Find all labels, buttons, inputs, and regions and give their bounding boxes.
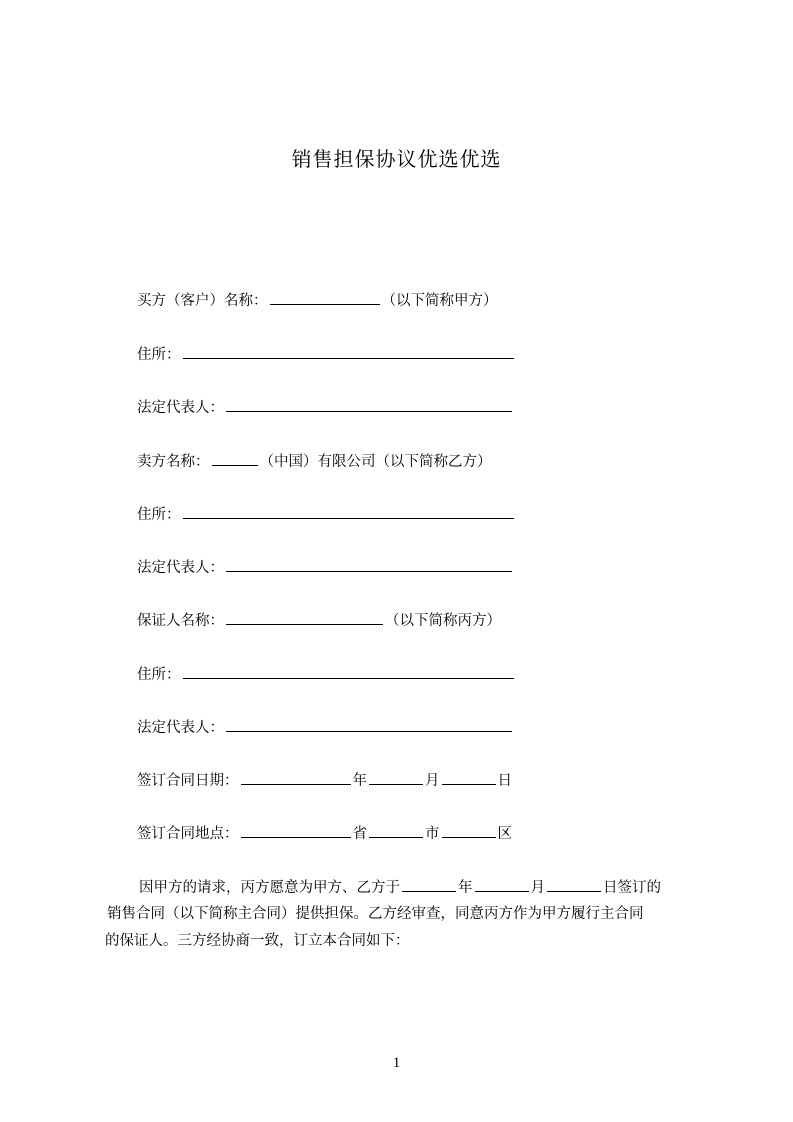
buyer-address-line bbox=[137, 344, 516, 364]
field-suffix: （中国）有限公司（以下简称乙方） bbox=[259, 454, 492, 470]
field-label: 保证人名称： bbox=[137, 613, 224, 629]
blank-field bbox=[442, 823, 496, 838]
blank-field bbox=[183, 504, 514, 519]
sign-place-line bbox=[137, 823, 512, 843]
blank-field bbox=[402, 877, 456, 892]
blank-field bbox=[547, 877, 601, 892]
seller-address-line bbox=[137, 504, 516, 524]
field-label: 住所： bbox=[137, 507, 181, 523]
blank-field bbox=[226, 397, 512, 412]
field-label: 买方（客户）名称： bbox=[137, 293, 268, 309]
paragraph-line-3: 的保证人。三方经协商一致，订立本合同如下： bbox=[105, 933, 410, 949]
field-suffix: （以下简称丙方） bbox=[385, 613, 501, 629]
paragraph-text: 日签订的 bbox=[603, 880, 661, 896]
field-label: 法定代表人： bbox=[137, 720, 224, 736]
sign-date-line bbox=[137, 770, 512, 790]
blank-field bbox=[241, 770, 351, 785]
buyer-name-line bbox=[137, 290, 498, 310]
guarantor-name-line bbox=[137, 610, 501, 630]
document-title: 销售担保协议优选优选 bbox=[291, 147, 502, 171]
field-label: 签订合同地点： bbox=[137, 826, 239, 842]
buyer-rep-line bbox=[137, 397, 514, 417]
blank-field bbox=[226, 717, 512, 732]
blank-field bbox=[212, 451, 258, 466]
month-label: 月 bbox=[530, 880, 545, 896]
district-label: 区 bbox=[497, 826, 512, 842]
blank-field bbox=[183, 344, 514, 359]
field-suffix: （以下简称甲方） bbox=[381, 293, 498, 309]
field-label: 签订合同日期： bbox=[137, 773, 239, 789]
paragraph-line-2: 销售合同（以下简称主合同）提供担保。乙方经审查，同意丙方作为甲方履行主合同 bbox=[107, 906, 644, 922]
blank-field bbox=[369, 823, 423, 838]
year-label: 年 bbox=[458, 880, 473, 896]
page-number: 1 bbox=[392, 1055, 401, 1071]
guarantor-rep-line bbox=[137, 717, 514, 737]
blank-field bbox=[442, 770, 496, 785]
blank-field bbox=[270, 290, 380, 305]
blank-field bbox=[241, 823, 351, 838]
guarantor-address-line bbox=[137, 664, 516, 684]
blank-field bbox=[226, 610, 383, 625]
field-label: 住所： bbox=[137, 347, 181, 363]
seller-name-line bbox=[137, 451, 492, 471]
city-label: 市 bbox=[425, 826, 440, 842]
field-label: 法定代表人： bbox=[137, 400, 224, 416]
field-label: 法定代表人： bbox=[137, 560, 224, 576]
blank-field bbox=[369, 770, 423, 785]
field-label: 住所： bbox=[137, 667, 181, 683]
day-label: 日 bbox=[497, 773, 512, 789]
province-label: 省 bbox=[352, 826, 367, 842]
month-label: 月 bbox=[425, 773, 440, 789]
blank-field bbox=[226, 557, 512, 572]
blank-field bbox=[475, 877, 529, 892]
seller-rep-line bbox=[137, 557, 514, 577]
year-label: 年 bbox=[352, 773, 367, 789]
paragraph-text: 因甲方的请求，丙方愿意为甲方、乙方于 bbox=[139, 880, 400, 896]
blank-field bbox=[183, 664, 514, 679]
field-label: 卖方名称： bbox=[137, 454, 210, 470]
paragraph-line-1 bbox=[139, 877, 661, 898]
